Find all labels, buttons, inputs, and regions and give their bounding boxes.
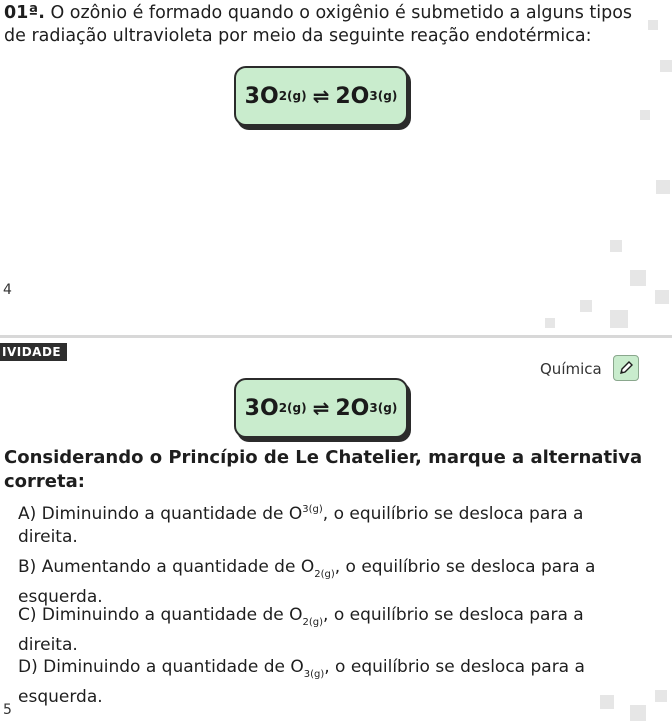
option-a-text: A) Diminuindo a quantidade de O [18, 504, 303, 524]
reactant-state: 2(g) [278, 89, 307, 103]
question-text [4, 2, 644, 48]
option-c-rest: , o equilíbrio se desloca para a direita. [18, 605, 584, 655]
page-number: 4 [3, 282, 12, 298]
product: 2O [335, 395, 370, 421]
option-c-state: 2(g) [302, 617, 324, 628]
decor-square [610, 310, 628, 328]
option-c-text: C) Diminuindo a quantidade de O [18, 605, 303, 625]
instruction-text: Considerando o Princípio de Le Chatelier, marque a alternativa correta: [4, 447, 643, 492]
decor-square [545, 318, 555, 328]
question-number: 01ª. [4, 3, 45, 23]
reactant: 3O [244, 83, 279, 109]
decor-square [600, 695, 614, 709]
decor-square [640, 110, 650, 120]
subject-label: Química [540, 360, 602, 378]
page-number-2: 5 [3, 702, 12, 718]
question-statement: O ozônio é formado quando o oxigênio é submetido a alguns tipos de radiação ultravioleta por meio da seguinte reação endotérmica: [4, 3, 633, 46]
option-d-text: D) Diminuindo a quantidade de O [18, 657, 304, 677]
option-c[interactable] [18, 604, 648, 657]
product: 2O [335, 83, 370, 109]
product-state: 3(g) [369, 401, 398, 415]
equation-box [234, 66, 408, 126]
option-a[interactable] [18, 498, 648, 549]
option-b-rest: , o equilíbrio se desloca para a esquerda. [18, 557, 596, 607]
option-d-rest: , o equilíbrio se desloca para a esquerda. [18, 657, 585, 707]
top-slide [0, 0, 672, 336]
pencil-icon [613, 355, 639, 381]
option-b-state: 2(g) [314, 569, 335, 580]
decor-square [655, 290, 669, 304]
equation-box-2 [234, 378, 408, 438]
option-d[interactable] [18, 656, 648, 709]
decor-square [580, 300, 592, 312]
decor-square [630, 270, 646, 286]
activity-tag: IVIDADE [0, 343, 67, 361]
equilibrium-arrow: ⇌ [312, 84, 330, 108]
option-a-rest: , o equilíbrio se desloca para a direita. [18, 504, 584, 547]
decor-square [656, 180, 670, 194]
decor-square [655, 690, 667, 702]
option-d-state: 3(g) [303, 669, 325, 680]
reactant-state: 2(g) [278, 401, 307, 415]
option-b[interactable] [18, 556, 648, 609]
option-a-state: 3(g) [302, 504, 323, 515]
decor-square [660, 60, 672, 72]
option-b-text: B) Aumentando a quantidade de O [18, 557, 315, 577]
reactant: 3O [244, 395, 279, 421]
decor-square [648, 20, 658, 30]
decor-square [610, 240, 622, 252]
equilibrium-arrow: ⇌ [312, 396, 330, 420]
decor-square [630, 705, 646, 721]
product-state: 3(g) [369, 89, 398, 103]
